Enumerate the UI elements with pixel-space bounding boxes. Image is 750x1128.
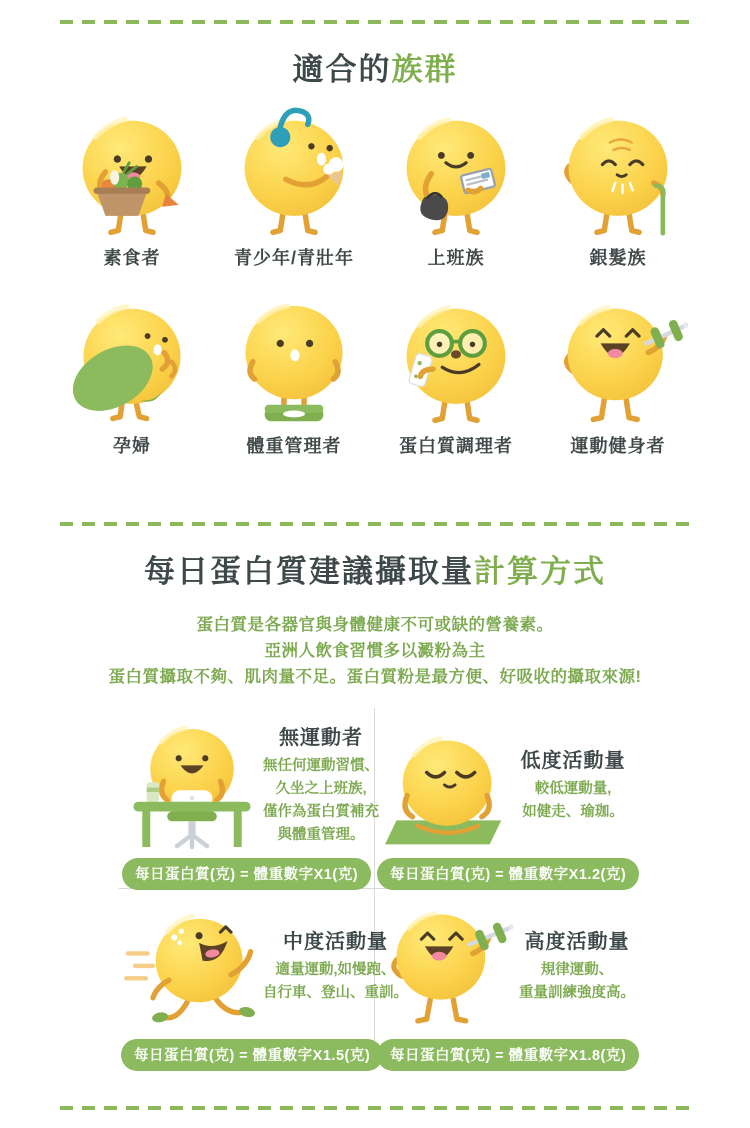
- intro-line: 亞洲人飲食習慣多以澱粉為主: [264, 641, 486, 660]
- weight-lifting-mascot-icon: [377, 895, 519, 1035]
- no-exercise-text: [263, 721, 381, 847]
- desc-line: 自行車、登山、重訓。: [263, 984, 408, 1001]
- group-label: 素食者: [103, 247, 161, 268]
- desc-line: 較低運動量,: [534, 780, 612, 797]
- desc-line: 僅作為蛋白質補充: [263, 803, 379, 820]
- group-senior: [537, 104, 699, 270]
- level-moderate-activity: [119, 889, 408, 1070]
- dashed-divider-top: [60, 20, 690, 24]
- formula-row: [377, 1035, 629, 1083]
- desc-line: 久坐之上班族,: [275, 780, 367, 797]
- level-title: 高度活動量: [524, 930, 630, 953]
- level-title: 中度活動量: [283, 930, 388, 953]
- pregnant-mascot-icon: [62, 294, 202, 424]
- senior-illustration: [548, 104, 688, 236]
- intake-title-green: 計算方式: [474, 553, 606, 589]
- level-moderate-activity-main: [121, 895, 408, 1035]
- level-low-activity: [375, 708, 631, 889]
- intake-intro: [0, 612, 750, 690]
- meditating-mascot-icon: [377, 714, 519, 854]
- group-office-worker: [375, 104, 537, 270]
- pregnant-illustration: [62, 292, 202, 424]
- group-weight-manager: [213, 292, 375, 458]
- desc-line: 無任何運動習慣、: [263, 757, 379, 774]
- high-activity-illustration: [377, 895, 519, 1035]
- level-no-exercise: [119, 708, 379, 889]
- group-label: 運動健身者: [570, 435, 666, 456]
- weight-manager-mascot-icon: [224, 294, 364, 424]
- desc-line: 如健走、瑜珈。: [522, 803, 624, 820]
- fitness-mascot-icon: [548, 294, 688, 424]
- groups-section-title: [0, 51, 750, 90]
- dashed-divider-middle: [60, 522, 690, 526]
- moderate-activity-illustration: [121, 895, 263, 1035]
- office-worker-illustration: [386, 104, 526, 236]
- desc-line: 適量運動,如慢跑、: [275, 961, 396, 978]
- vegetarian-illustration: [62, 104, 202, 236]
- desc-line: 與體重管理。: [277, 826, 365, 843]
- intro-line: 蛋白質是各器官與身體健康不可或缺的營養素。: [196, 615, 554, 634]
- desc-line: 重量訓練強度高。: [519, 984, 635, 1001]
- fitness-illustration: [548, 292, 688, 424]
- protein-preparer-mascot-icon: [386, 294, 526, 424]
- senior-mascot-icon: [548, 106, 688, 236]
- weight-manager-illustration: [224, 292, 364, 424]
- vegetarian-mascot-icon: [62, 106, 202, 236]
- suitable-groups-grid: [51, 104, 699, 458]
- formula-pill: 每日蛋白質(克) = 體重數字X1.8(克): [377, 1039, 639, 1071]
- desc-line: 規律運動、: [540, 961, 614, 978]
- youth-illustration: [224, 104, 364, 236]
- group-label: 體重管理者: [246, 435, 342, 456]
- group-label: 上班族: [427, 247, 485, 268]
- formula-pill: 每日蛋白質(克) = 體重數字X1(克): [122, 858, 371, 890]
- no-exercise-illustration: [121, 714, 263, 854]
- activity-levels-grid: [119, 708, 635, 1070]
- desk-sitter-mascot-icon: [121, 714, 263, 854]
- low-activity-text: [519, 744, 629, 824]
- level-desc: [519, 778, 627, 824]
- protein-preparer-illustration: [386, 292, 526, 424]
- groups-title-dark: 適合的: [292, 52, 392, 87]
- level-no-exercise-main: [121, 714, 379, 854]
- group-label: 孕婦: [113, 435, 151, 456]
- level-desc: [263, 755, 379, 847]
- level-desc: [519, 959, 635, 1005]
- group-pregnant: [51, 292, 213, 458]
- level-low-activity-main: [377, 714, 629, 854]
- group-label: 銀髮族: [589, 247, 647, 268]
- intro-line: 蛋白質攝取不夠、肌肉量不足。蛋白質粉是最方便、好吸收的攝取來源!: [108, 667, 642, 686]
- group-vegetarian: [51, 104, 213, 270]
- low-activity-illustration: [377, 714, 519, 854]
- formula-row: [121, 1035, 372, 1083]
- group-protein-preparer: [375, 292, 537, 458]
- youth-mascot-icon: [224, 106, 364, 236]
- group-label: 青少年/青壯年: [233, 247, 354, 268]
- group-label: 蛋白質調理者: [399, 435, 513, 456]
- high-activity-text: [519, 925, 637, 1005]
- office-worker-mascot-icon: [386, 106, 526, 236]
- level-title: 低度活動量: [520, 749, 626, 772]
- intake-title-dark: 每日蛋白質建議攝取量: [144, 553, 474, 589]
- intake-section-title: [0, 553, 750, 592]
- formula-pill: 每日蛋白質(克) = 體重數字X1.5(克): [121, 1039, 383, 1071]
- level-high-activity-main: [377, 895, 635, 1035]
- group-fitness: [537, 292, 699, 458]
- groups-title-green: 族群: [391, 52, 458, 87]
- level-title: 無運動者: [279, 726, 363, 749]
- running-mascot-icon: [121, 895, 263, 1035]
- formula-pill: 每日蛋白質(克) = 體重數字X1.2(克): [377, 858, 639, 890]
- level-high-activity: [375, 889, 635, 1070]
- group-youth: [213, 104, 375, 270]
